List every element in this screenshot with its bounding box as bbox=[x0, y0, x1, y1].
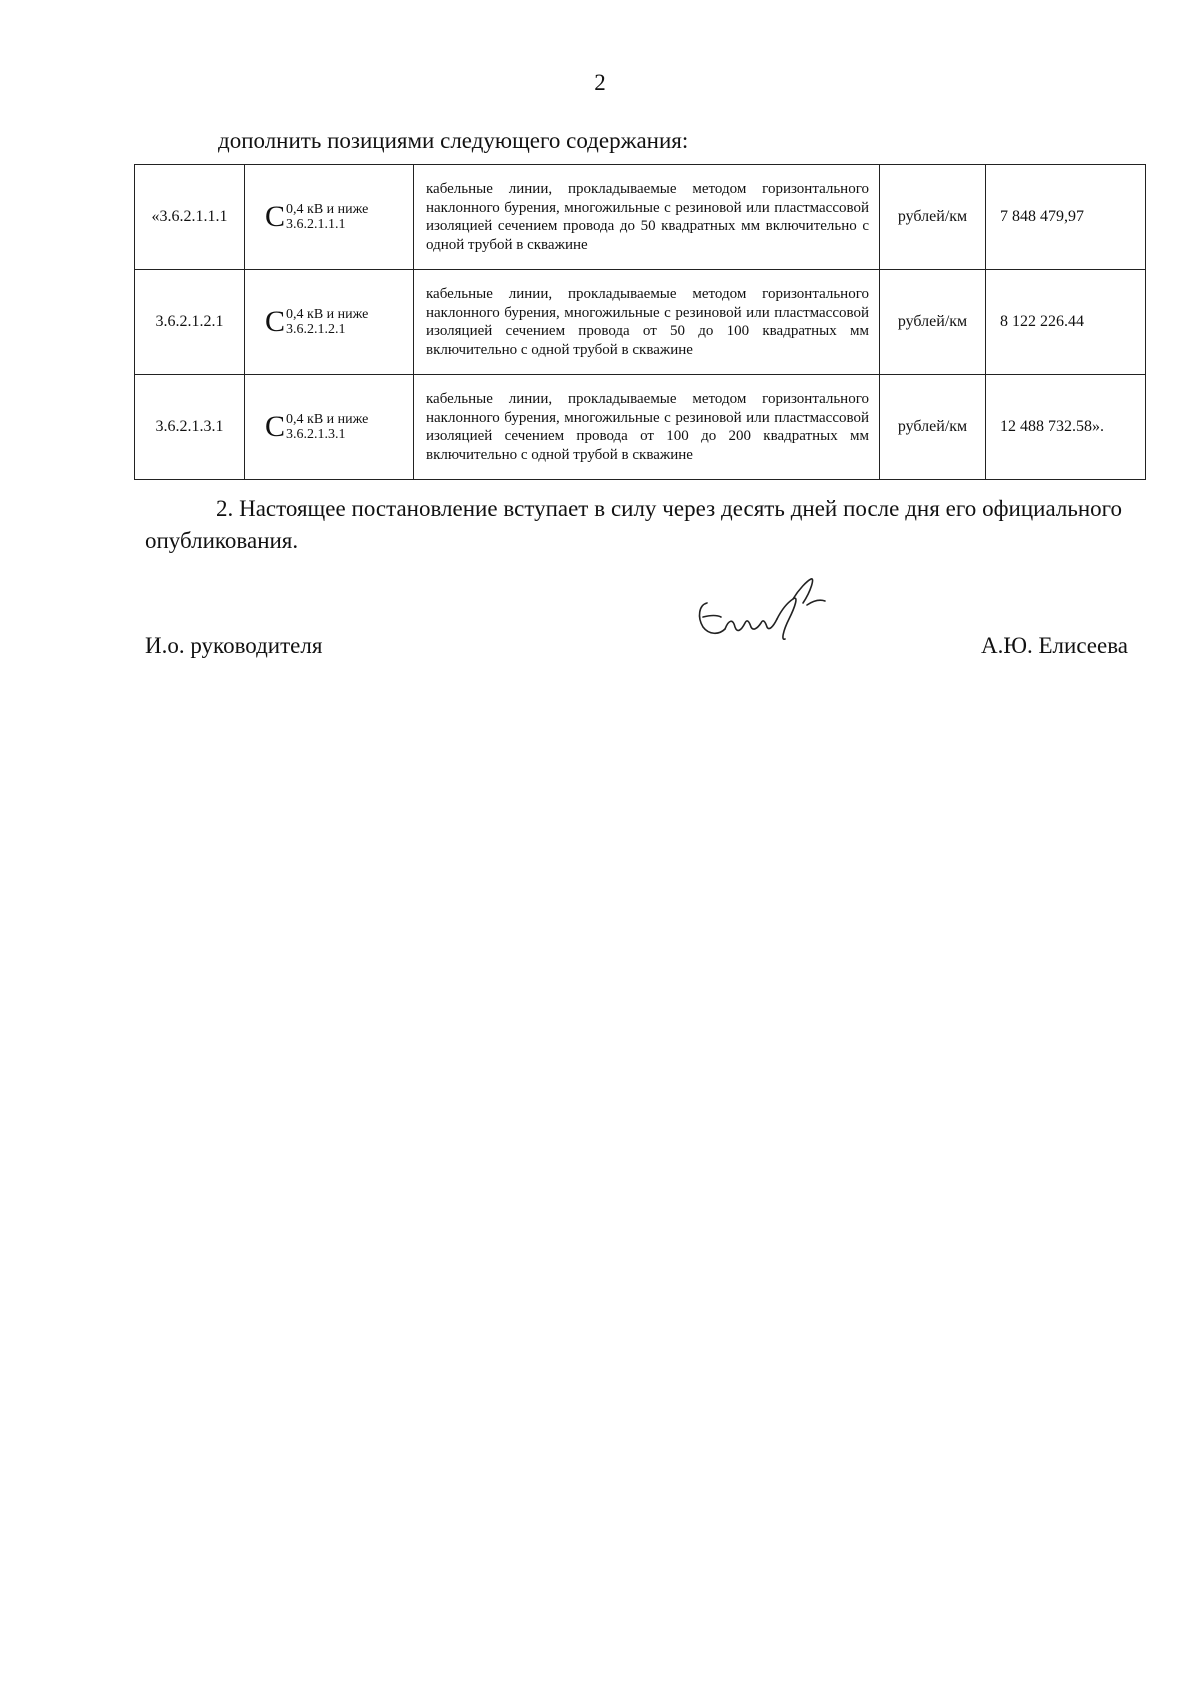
effective-date-paragraph: 2. Настоящее постановление вступает в силу через десять дней после дня его официального опубликования. bbox=[145, 496, 1122, 553]
row-code: 3.6.2.1.2.1 bbox=[135, 270, 245, 375]
symbol-letter: C bbox=[265, 200, 286, 233]
row-value: 12 488 732.58». bbox=[986, 375, 1146, 480]
tariff-table bbox=[134, 164, 1146, 480]
symbol-superscript: 0,4 кВ и ниже bbox=[286, 412, 369, 427]
rate-symbol bbox=[245, 270, 414, 375]
row-unit: рублей/км bbox=[880, 270, 986, 375]
symbol-letter: C bbox=[265, 410, 286, 443]
symbol-subscript: 3.6.2.1.1.1 bbox=[286, 217, 346, 232]
symbol-letter: C bbox=[265, 305, 286, 338]
table-row bbox=[135, 270, 1146, 375]
rate-symbol bbox=[245, 165, 414, 270]
intro-text: дополнить позициями следующего содержания: bbox=[218, 128, 689, 153]
row-code: 3.6.2.1.3.1 bbox=[135, 375, 245, 480]
row-description: кабельные линии, прокладываемые методом горизонтального наклонного бурения, многожильные с резиновой или пластмассовой изоляцией сечением провода от 100 до 200 квадратных мм включительно с одной трубой в скважине bbox=[414, 375, 880, 480]
row-value: 7 848 479,97 bbox=[986, 165, 1146, 270]
page-number: 2 bbox=[594, 70, 606, 95]
row-value: 8 122 226.44 bbox=[986, 270, 1146, 375]
symbol-subscript: 3.6.2.1.2.1 bbox=[286, 322, 346, 337]
row-description: кабельные линии, прокладываемые методом горизонтального наклонного бурения, многожильные с резиновой или пластмассовой изоляцией сечением провода до 50 квадратных мм включительно с одной трубой в скважине bbox=[414, 165, 880, 270]
rate-symbol bbox=[245, 375, 414, 480]
signer-name: А.Ю. Елисеева bbox=[980, 633, 1128, 658]
symbol-subscript: 3.6.2.1.3.1 bbox=[286, 427, 346, 442]
row-unit: рублей/км bbox=[880, 165, 986, 270]
table-row bbox=[135, 165, 1146, 270]
row-code: «3.6.2.1.1.1 bbox=[135, 165, 245, 270]
symbol-superscript: 0,4 кВ и ниже bbox=[286, 307, 369, 322]
table-row bbox=[135, 375, 1146, 480]
row-description: кабельные линии, прокладываемые методом горизонтального наклонного бурения, многожильные с резиновой или пластмассовой изоляцией сечением провода от 50 до 100 квадратных мм включительно с одной трубой в скважине bbox=[414, 270, 880, 375]
row-unit: рублей/км bbox=[880, 375, 986, 480]
symbol-superscript: 0,4 кВ и ниже bbox=[286, 202, 369, 217]
handwritten-signature bbox=[695, 575, 845, 650]
signer-title: И.о. руководителя bbox=[145, 633, 323, 658]
